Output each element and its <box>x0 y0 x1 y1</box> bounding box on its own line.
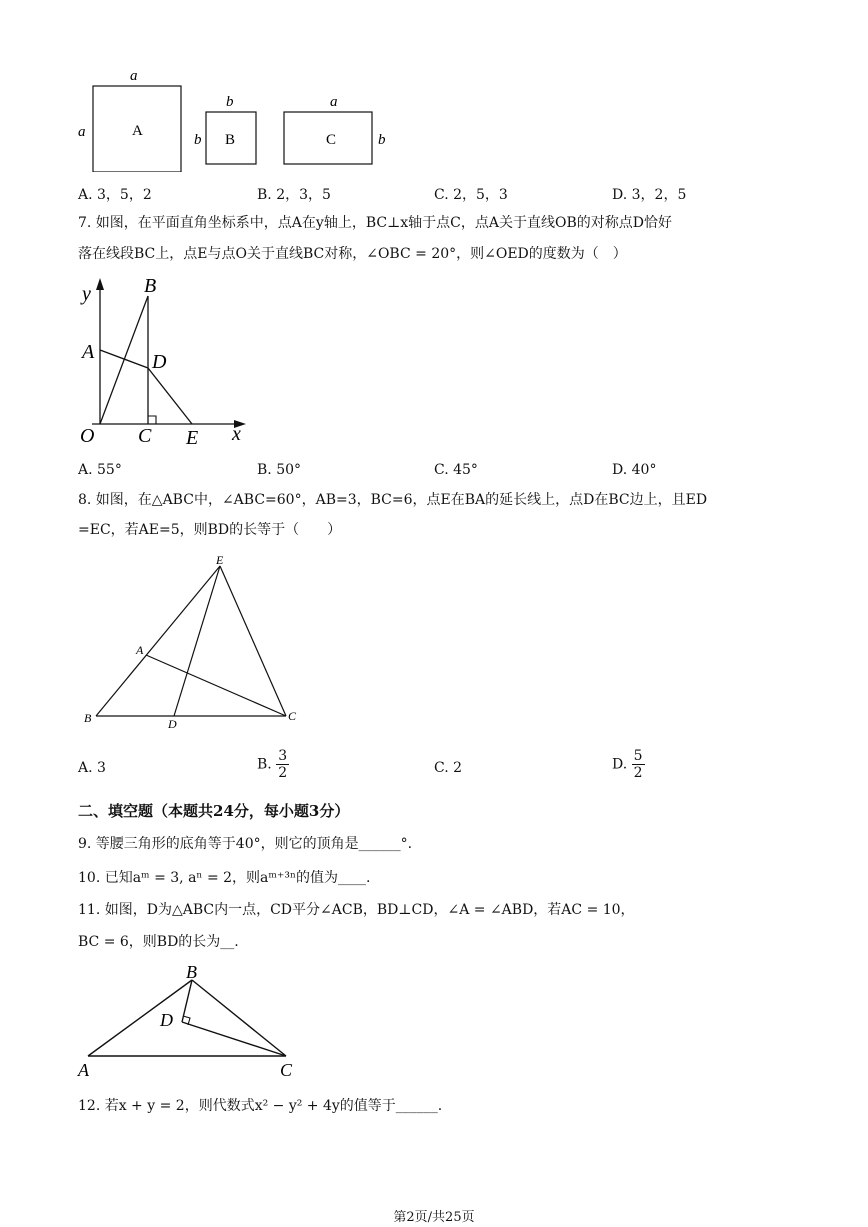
line-AD <box>100 350 148 368</box>
label-D: D <box>152 351 167 373</box>
label-a-left: a <box>78 124 86 140</box>
q7-option-a: A. 55° <box>78 462 122 478</box>
line-BE <box>96 566 220 716</box>
q7-option-b: B. 50° <box>257 462 302 478</box>
y-axis-arrow <box>96 278 104 290</box>
label-C: C <box>326 132 337 148</box>
q8-triangle-figure <box>80 550 310 735</box>
label-E: E <box>216 553 224 567</box>
q11-line1: 11. 如图，D为△ABC内一点，CD平分∠ACB，BD⊥CD，∠A = ∠ABD，若AC = 10， <box>78 902 635 918</box>
label-b-right: b <box>378 132 386 148</box>
label-B: B <box>186 962 197 982</box>
label-b-left: b <box>194 132 202 148</box>
label-O: O <box>80 425 95 447</box>
q12: 12. 若x + y = 2，则代数式x² − y² + 4y的值等于______. <box>78 1098 443 1114</box>
q11-triangle-figure <box>74 960 314 1085</box>
q8-option-d-fraction: $\frac{5}{2}$ <box>633 748 643 781</box>
label-a-top2: a <box>330 94 338 110</box>
line-DC <box>182 1022 286 1056</box>
label-x: x <box>232 423 241 445</box>
q8-option-d-label: D. <box>612 756 628 773</box>
line-AC <box>146 655 286 716</box>
section-heading: 二、填空题（本题共24分，每小题3分） <box>78 802 350 820</box>
q9: 9. 等腰三角形的底角等于40°，则它的顶角是______°. <box>78 836 413 852</box>
label-C: C <box>280 1060 293 1080</box>
page-footer: 第2页/共25页 <box>393 1210 475 1225</box>
label-A: A <box>136 643 144 657</box>
label-A: A <box>82 341 95 363</box>
q8-option-d <box>612 748 645 781</box>
q10: 10. 已知aᵐ = 3, aⁿ = 2，则aᵐ⁺³ⁿ的值为____. <box>78 870 371 886</box>
q7-coordinate-figure <box>72 272 262 452</box>
q6-option-c: C. 2，5，3 <box>434 187 508 203</box>
label-B: B <box>144 275 157 297</box>
label-y: y <box>82 283 91 305</box>
line-BC <box>192 980 286 1056</box>
label-B: B <box>225 132 236 148</box>
line-ED <box>174 566 220 716</box>
q8-option-a: A. 3 <box>78 760 106 776</box>
line-EC <box>220 566 286 716</box>
q8-option-b-fraction: $\frac{3}{2}$ <box>278 748 288 781</box>
label-E: E <box>186 427 199 449</box>
right-angle-mark <box>148 416 156 424</box>
label-C: C <box>138 425 152 447</box>
line-AB <box>88 980 192 1056</box>
q7-option-d: D. 40° <box>612 462 657 478</box>
q8-option-b-label: B. <box>257 756 272 773</box>
label-b-top: b <box>226 94 234 110</box>
label-A: A <box>78 1060 89 1080</box>
q8-option-c: C. 2 <box>434 760 463 776</box>
q6-option-b: B. 2，3，5 <box>257 187 331 203</box>
rectangles-figure <box>70 62 400 172</box>
q11-line2: BC = 6，则BD的长为__. <box>78 934 239 950</box>
label-A: A <box>132 123 143 139</box>
label-D: D <box>168 717 177 731</box>
line-OB <box>100 296 148 424</box>
q7-line2: 落在线段BC上，点E与点O关于直线BC对称，∠OBC = 20°，则∠OED的度数为（ ） <box>78 246 627 262</box>
q8-line1: 8. 如图，在△ABC中，∠ABC=60°，AB=3，BC=6，点E在BA的延长线上，点D在BC边上，且ED <box>78 492 708 508</box>
q6-option-a: A. 3，5，2 <box>78 187 152 203</box>
q7-line1: 7. 如图，在平面直角坐标系中，点A在y轴上，BC⊥x轴于点C，点A关于直线OB的对称点D恰好 <box>78 215 672 231</box>
q8-option-b <box>257 748 289 781</box>
label-a-top: a <box>130 68 138 84</box>
q7-option-c: C. 45° <box>434 462 478 478</box>
q8-line2: =EC，若AE=5，则BD的长等于（ ） <box>78 522 342 538</box>
label-C: C <box>288 709 297 723</box>
q6-option-d: D. 3，2，5 <box>612 187 687 203</box>
label-D: D <box>160 1010 173 1030</box>
label-B: B <box>84 711 92 725</box>
